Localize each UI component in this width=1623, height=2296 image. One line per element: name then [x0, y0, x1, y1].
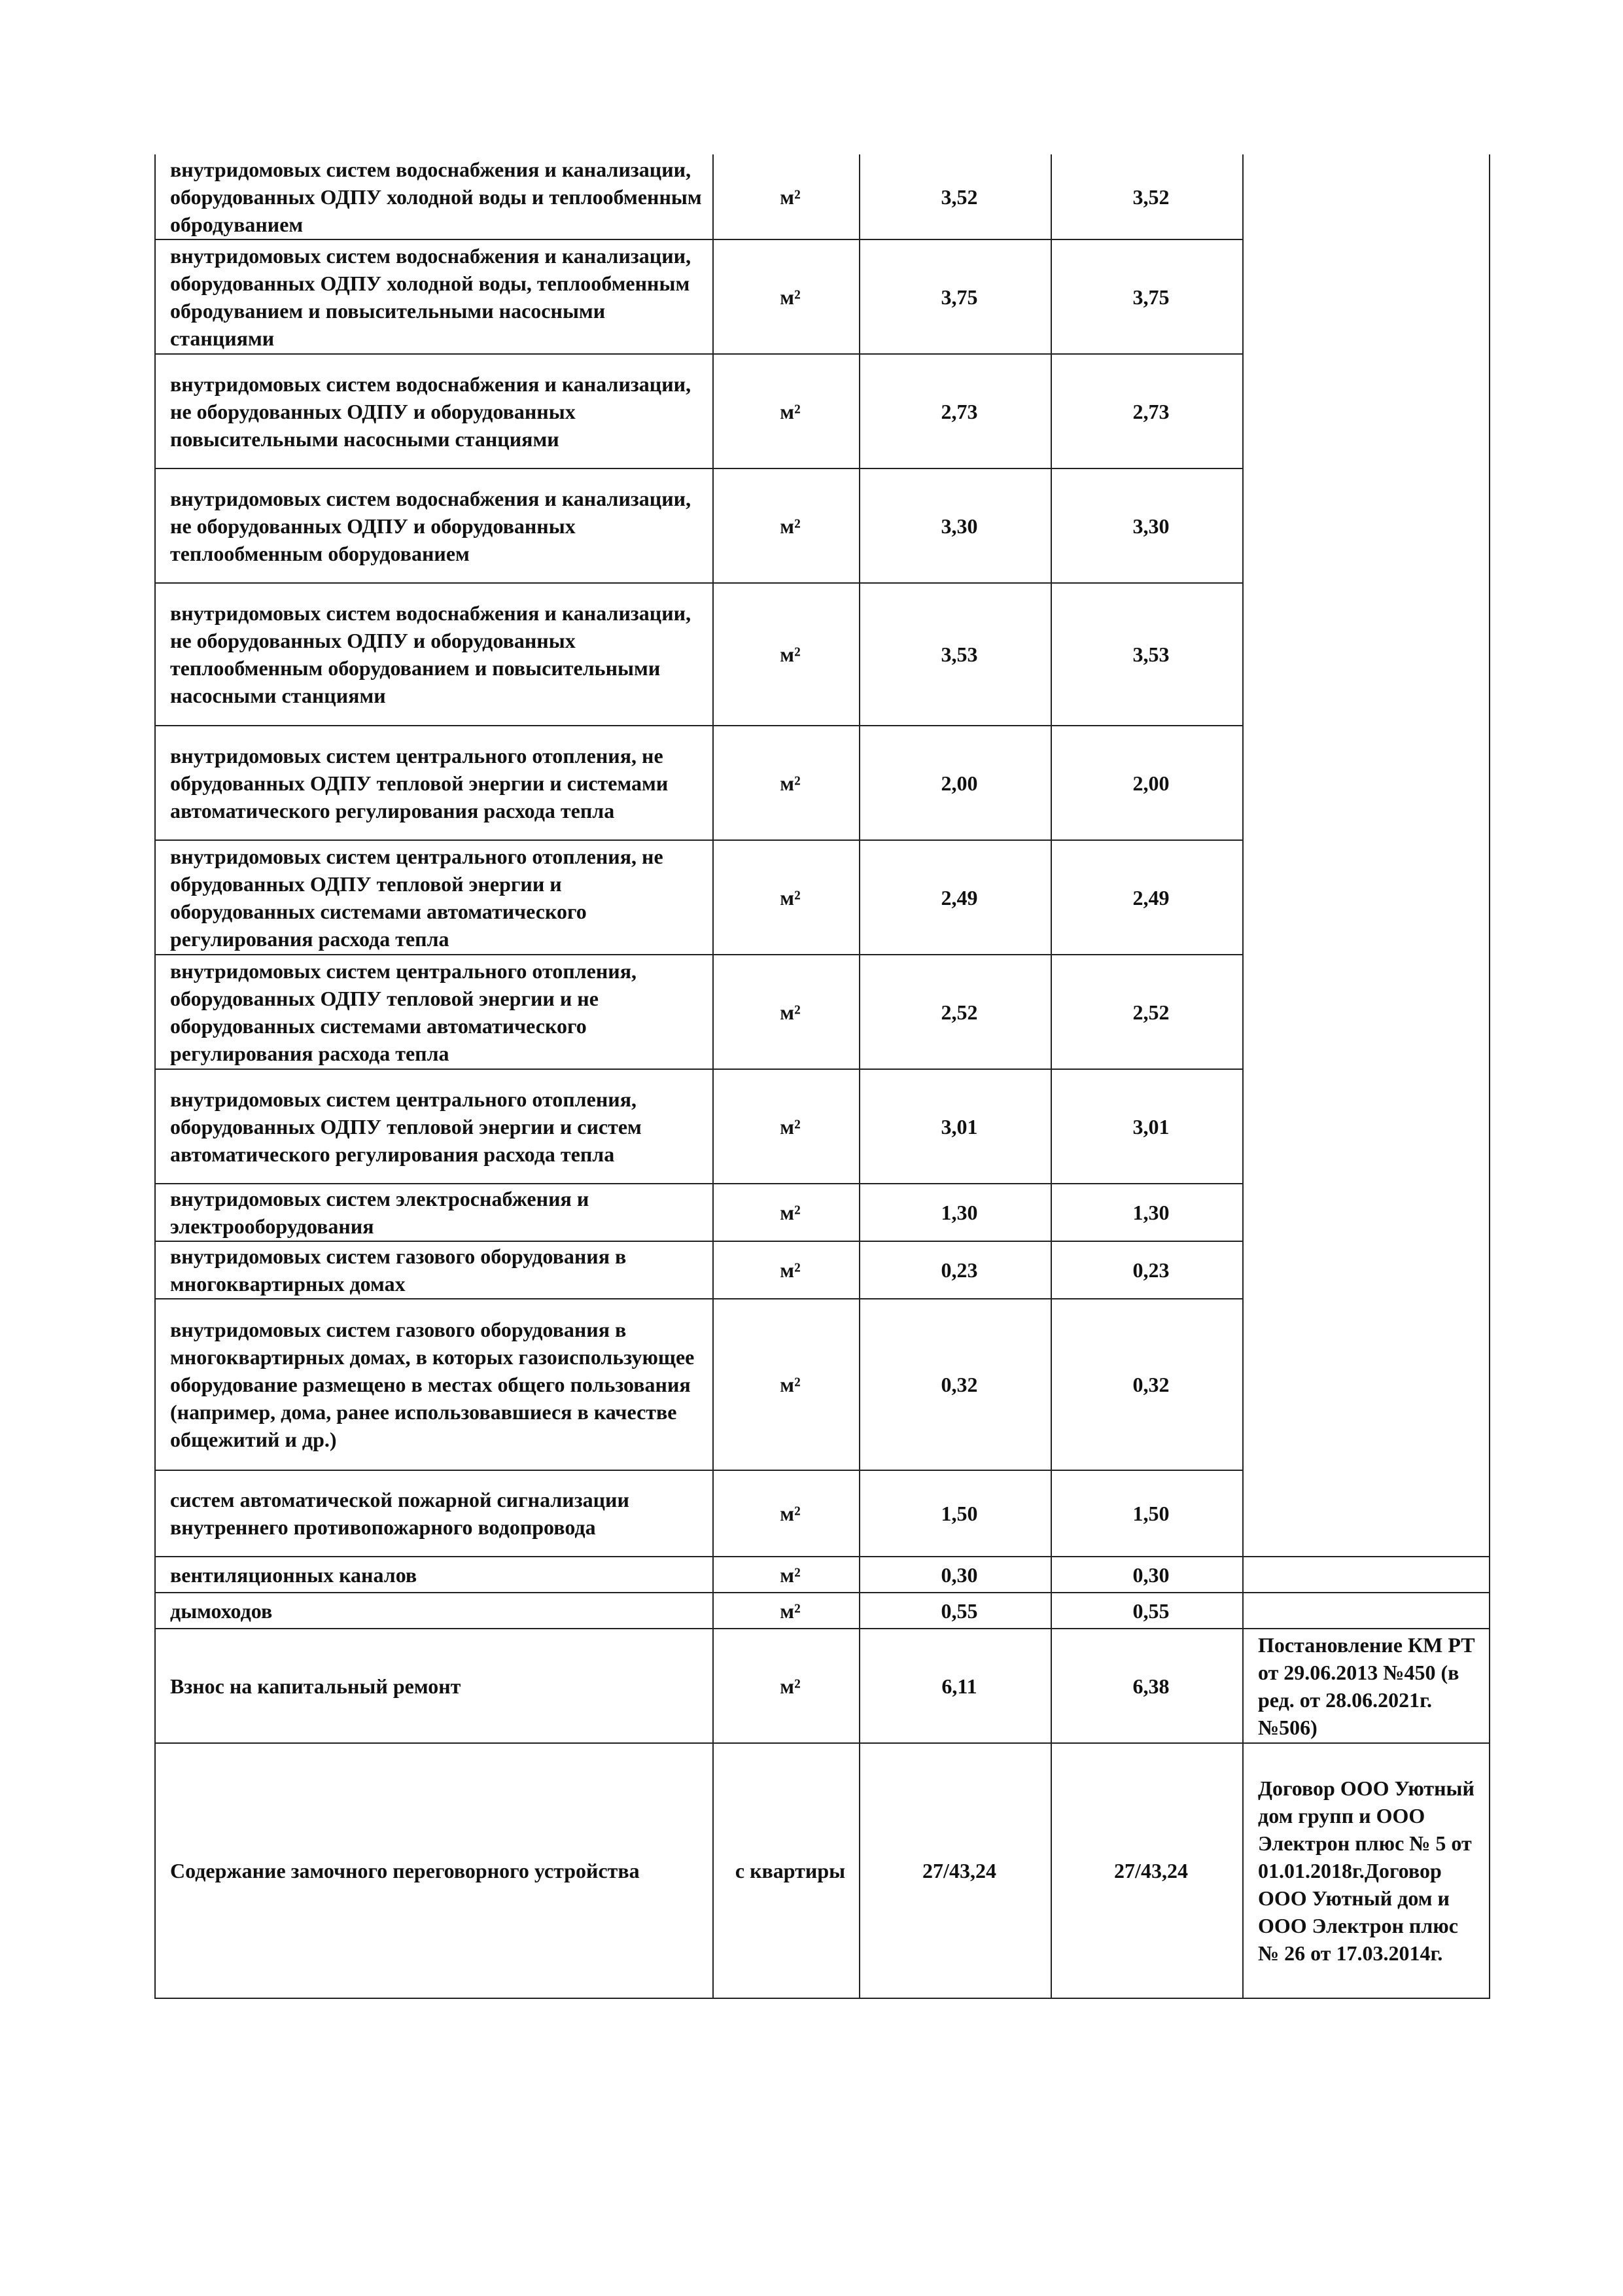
rate-period-2: 0,30: [1051, 1557, 1243, 1593]
rate-period-1: 3,30: [860, 468, 1051, 583]
rate-period-2: 27/43,24: [1051, 1743, 1243, 1998]
rate-period-2: 3,30: [1051, 468, 1243, 583]
rate-period-2: 3,01: [1051, 1069, 1243, 1184]
unit-cell: м²: [713, 955, 860, 1069]
service-name: внутридомовых систем водоснабжения и канализации, оборудованных ОДПУ холодной воды и теплообменным обродуванием: [155, 154, 713, 239]
rate-period-2: 0,32: [1051, 1299, 1243, 1470]
rate-period-2: 3,52: [1051, 154, 1243, 239]
unit-cell: м²: [713, 1299, 860, 1470]
unit-cell: м²: [713, 468, 860, 583]
rate-period-1: 3,52: [860, 154, 1051, 239]
unit-cell: м²: [713, 1069, 860, 1184]
rate-period-2: 2,49: [1051, 840, 1243, 955]
basis-cell: Постановление КМ РТ от 29.06.2013 №450 (в ред. от 28.06.2021г. №506): [1243, 1629, 1490, 1743]
unit-cell: м²: [713, 840, 860, 955]
unit-cell: м²: [713, 1593, 860, 1629]
service-name: внутридомовых систем центрального отопления, оборудованных ОДПУ тепловой энергии и систем автоматического регулирования расхода тепла: [155, 1069, 713, 1184]
service-name: внутридомовых систем газового оборудования в многоквартирных домах: [155, 1241, 713, 1299]
rate-period-1: 0,30: [860, 1557, 1051, 1593]
table-row: [155, 1629, 1490, 1743]
unit-cell: м²: [713, 154, 860, 239]
service-name: систем автоматической пожарной сигнализации внутреннего противопожарного водопровода: [155, 1470, 713, 1557]
rate-period-1: 2,52: [860, 955, 1051, 1069]
basis-cell: [1243, 1593, 1490, 1629]
rate-period-2: 3,75: [1051, 239, 1243, 354]
service-name: дымоходов: [155, 1593, 713, 1629]
rate-period-1: 27/43,24: [860, 1743, 1051, 1998]
basis-cell: [1243, 1557, 1490, 1593]
table-row: [155, 1593, 1490, 1629]
rate-period-1: 3,75: [860, 239, 1051, 354]
rate-period-2: 1,30: [1051, 1184, 1243, 1241]
service-name: внутридомовых систем газового оборудования в многоквартирных домах, в которых газоиспользующее оборудование размещено в местах общего пользования (например, дома, ранее использовавшиеся в качестве общежитий и др.): [155, 1299, 713, 1470]
rate-period-1: 1,30: [860, 1184, 1051, 1241]
unit-cell: м²: [713, 583, 860, 726]
table-row: [155, 1743, 1490, 1998]
unit-cell: м²: [713, 726, 860, 840]
rate-period-1: 0,32: [860, 1299, 1051, 1470]
basis-cell: Договор ООО Уютный дом групп и ООО Электрон плюс № 5 от 01.01.2018г.Договор ООО Уютный дом и ООО Электрон плюс № 26 от 17.03.2014г.: [1243, 1743, 1490, 1998]
rate-period-1: 6,11: [860, 1629, 1051, 1743]
service-name: внутридомовых систем водоснабжения и канализации, оборудованных ОДПУ холодной воды, теплообменным обродуванием и повысительными насосными станциями: [155, 239, 713, 354]
service-name: Содержание замочного переговорного устройства: [155, 1743, 713, 1998]
rate-period-2: 2,00: [1051, 726, 1243, 840]
rate-period-1: 0,23: [860, 1241, 1051, 1299]
rate-period-1: 2,49: [860, 840, 1051, 955]
rate-period-2: 6,38: [1051, 1629, 1243, 1743]
unit-cell: с квартиры: [713, 1743, 860, 1998]
rate-period-2: 3,53: [1051, 583, 1243, 726]
unit-cell: м²: [713, 239, 860, 354]
rate-period-2: 0,23: [1051, 1241, 1243, 1299]
tariff-table: [154, 154, 1490, 1999]
service-name: внутридомовых систем водоснабжения и канализации, не оборудованных ОДПУ и оборудованных теплообменным оборудованием и повысительными насосными станциями: [155, 583, 713, 726]
service-name: Взнос на капитальный ремонт: [155, 1629, 713, 1743]
rate-period-1: 2,00: [860, 726, 1051, 840]
service-name: внутридомовых систем центрального отопления, не обрудованных ОДПУ тепловой энергии и системами автоматического регулирования расхода тепла: [155, 726, 713, 840]
rate-period-2: 0,55: [1051, 1593, 1243, 1629]
service-name: вентиляционных каналов: [155, 1557, 713, 1593]
unit-cell: м²: [713, 1629, 860, 1743]
unit-cell: м²: [713, 1184, 860, 1241]
table-row: [155, 1557, 1490, 1593]
unit-cell: м²: [713, 1557, 860, 1593]
service-name: внутридомовых систем водоснабжения и канализации, не оборудованных ОДПУ и оборудованных повысительными насосными станциями: [155, 354, 713, 468]
unit-cell: м²: [713, 1470, 860, 1557]
unit-cell: м²: [713, 354, 860, 468]
table-row: [155, 154, 1490, 239]
rate-period-2: 1,50: [1051, 1470, 1243, 1557]
rate-period-1: 3,53: [860, 583, 1051, 726]
rate-period-1: 3,01: [860, 1069, 1051, 1184]
service-name: внутридомовых систем электроснабжения и электрооборудования: [155, 1184, 713, 1241]
service-name: внутридомовых систем водоснабжения и канализации, не оборудованных ОДПУ и оборудованных теплообменным оборудованием: [155, 468, 713, 583]
rate-period-1: 0,55: [860, 1593, 1051, 1629]
service-name: внутридомовых систем центрального отопления, не обрудованных ОДПУ тепловой энергии и оборудованных системами автоматического регулирования расхода тепла: [155, 840, 713, 955]
service-name: внутридомовых систем центрального отопления, оборудованных ОДПУ тепловой энергии и не оборудованных системами автоматического регулирования расхода тепла: [155, 955, 713, 1069]
basis-cell-merged: [1243, 154, 1490, 1557]
rate-period-2: 2,73: [1051, 354, 1243, 468]
rate-period-1: 2,73: [860, 354, 1051, 468]
rate-period-1: 1,50: [860, 1470, 1051, 1557]
rate-period-2: 2,52: [1051, 955, 1243, 1069]
unit-cell: м²: [713, 1241, 860, 1299]
